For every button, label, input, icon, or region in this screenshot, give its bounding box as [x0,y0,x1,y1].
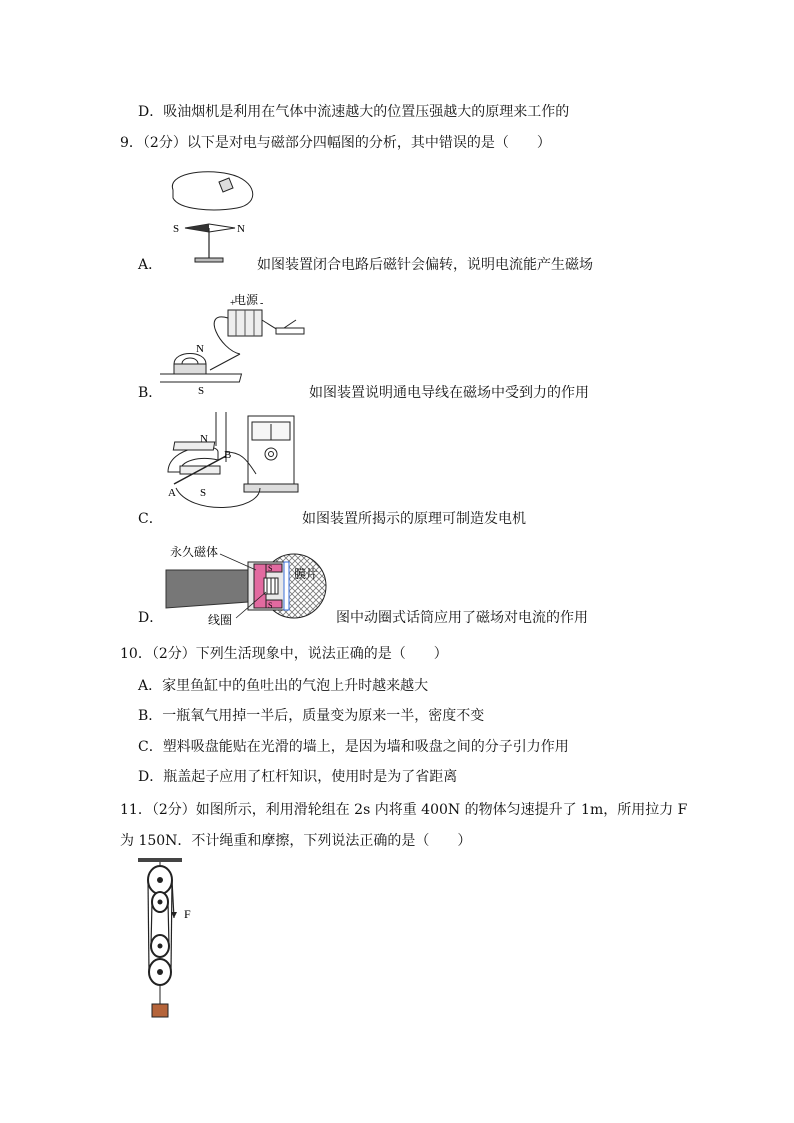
fig-c-b-label: B [224,449,232,461]
q10-option-d: D．瓶盖起子应用了杠杆知识，使用时是为了省距离 [138,769,458,785]
fig-b-plus: + [230,298,236,309]
figure-11-pulley-system [136,858,200,1020]
q9-option-a-text: 如图装置闭合电路后磁针会偏转，说明电流能产生磁场 [257,257,593,273]
q10-stem: 10．（2分）下列生活现象中，说法正确的是（ ） [120,646,448,662]
q11-stem-line-1: 11．（2分）如图所示，利用滑轮组在 2s 内将重 400N 的物体匀速提升了 1m，所用拉力 F [120,802,688,818]
fig-c-a-label: A [168,487,176,499]
fig-e-f-label: F [184,907,191,921]
figure-9d-dynamic-microphone [160,540,340,632]
q9-option-d-text: 图中动圈式话筒应用了磁场对电流的作用 [336,610,588,626]
fig-b-power-label: 电源 [234,293,259,307]
figure-9c-generator-principle [160,412,305,522]
fig-d-s-bottom: S [268,601,273,610]
fig-d-magnet-label: 永久磁体 [170,545,219,559]
fig-b-s-label: S [198,385,205,397]
q11-stem-line-2: 为 150N．不计绳重和摩擦，下列说法正确的是（ ） [120,833,472,849]
q10-option-b: B．一瓶氧气用掉一半后，质量变为原来一半，密度不变 [138,708,485,724]
fig-b-minus: - [260,298,264,309]
figure-9a-oersted [165,168,260,270]
fig-a-n-label: N [237,223,245,235]
q9-stem: 9．（2分）以下是对电与磁部分四幅图的分析，其中错误的是（ ） [120,135,551,151]
figure-9b-motor-principle [160,290,310,398]
fig-d-diaphragm-label: 膜片 [294,567,319,581]
fig-d-coil-label: 线圈 [208,613,233,627]
fig-c-n-label: N [200,433,208,445]
q8-option-d: D．吸油烟机是利用在气体中流速越大的位置压强越大的原理来工作的 [138,104,570,120]
q10-option-c: C．塑料吸盘能贴在光滑的墙上，是因为墙和吸盘之间的分子引力作用 [138,739,569,755]
q9-option-d-letter: D． [138,610,164,626]
fig-b-n-label: N [196,343,204,355]
q9-option-c-letter: C． [138,511,163,527]
fig-a-s-label: S [173,223,180,235]
q10-option-a: A．家里鱼缸中的鱼吐出的气泡上升时越来越大 [138,678,429,694]
fig-c-s-label: S [200,487,207,499]
q9-option-b-text: 如图装置说明通电导线在磁场中受到力的作用 [309,385,589,401]
fig-d-s-top: S [268,564,273,573]
q9-option-b-letter: B． [138,385,163,401]
q9-option-c-text: 如图装置所揭示的原理可制造发电机 [302,511,526,527]
q9-option-a-letter: A． [138,257,163,273]
